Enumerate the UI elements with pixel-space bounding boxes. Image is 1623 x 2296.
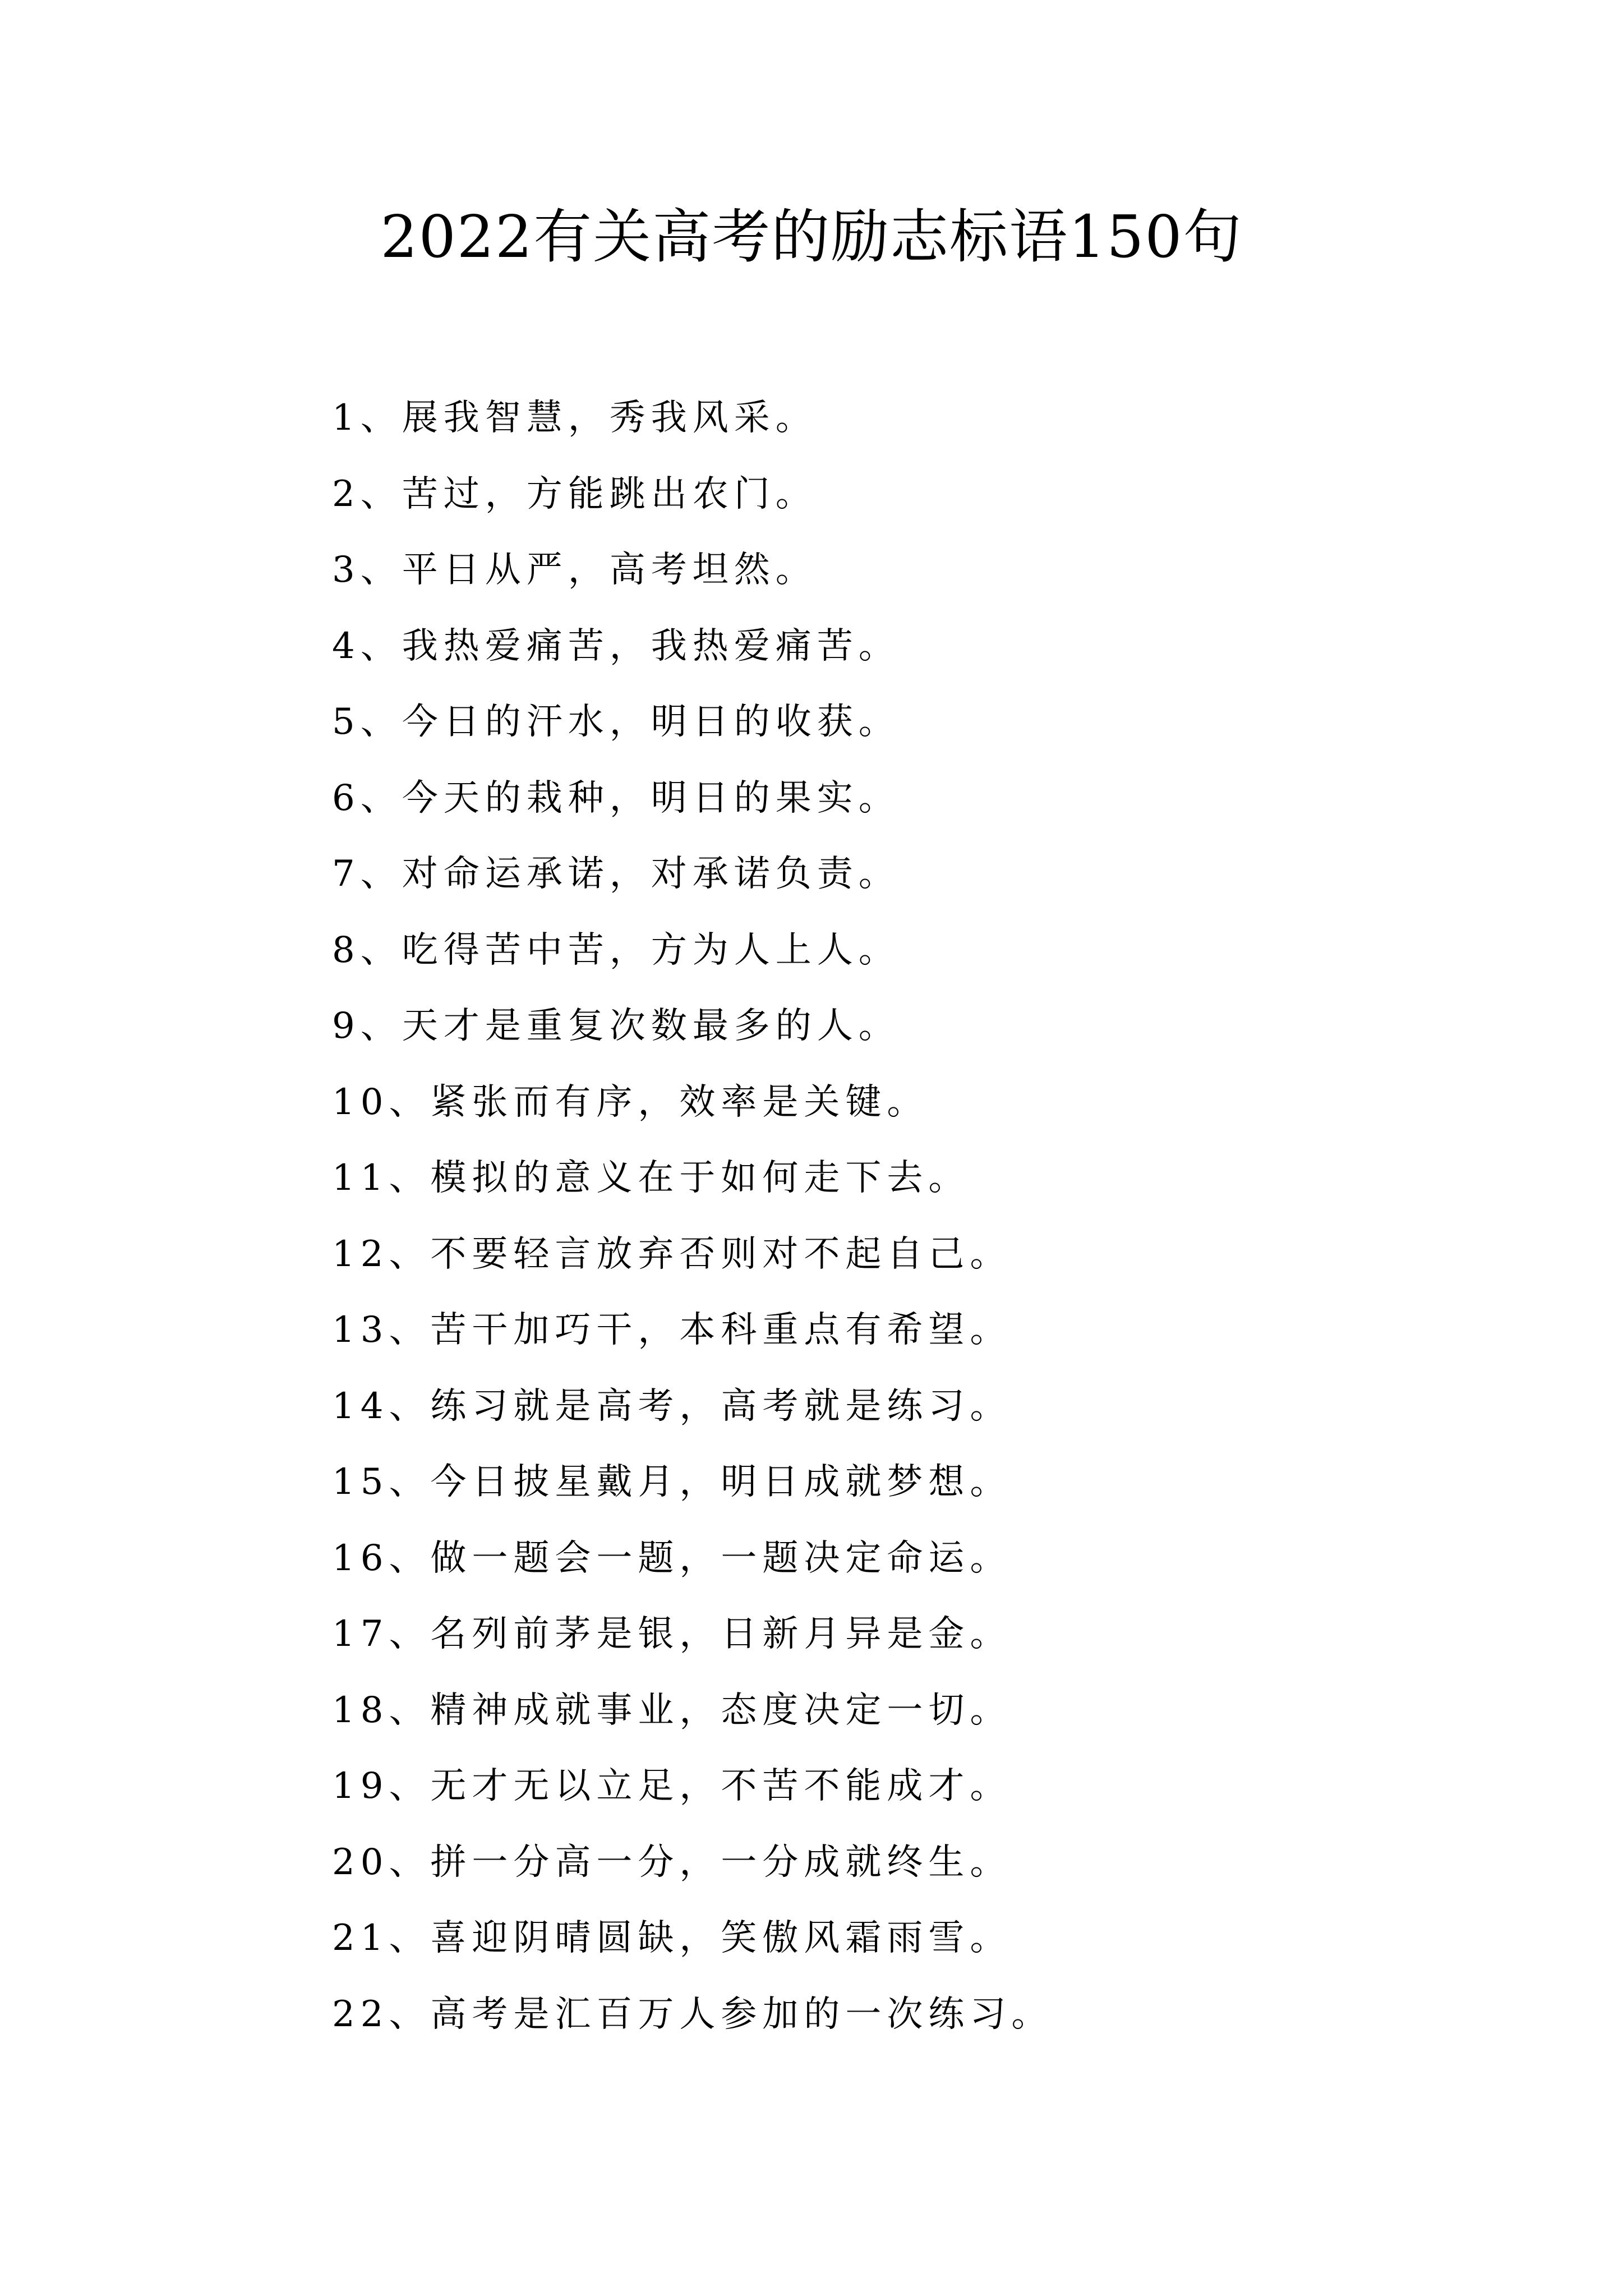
slogan-item: 18、精神成就事业，态度决定一切。 xyxy=(332,1689,1012,1731)
slogan-item: 14、练习就是高考，高考就是练习。 xyxy=(332,1385,1012,1427)
slogan-item: 21、喜迎阴晴圆缺，笑傲风霜雨雪。 xyxy=(332,1917,1012,1959)
slogan-item: 16、做一题会一题，一题决定命运。 xyxy=(332,1537,1012,1579)
slogan-item: 15、今日披星戴月，明日成就梦想。 xyxy=(332,1461,1012,1503)
slogan-item: 4、我热爱痛苦，我热爱痛苦。 xyxy=(332,625,900,667)
slogan-item: 13、苦干加巧干，本科重点有希望。 xyxy=(332,1309,1012,1351)
document-title: 2022有关高考的励志标语150句 xyxy=(380,203,1243,271)
slogan-item: 3、平日从严，高考坦然。 xyxy=(332,549,817,591)
slogan-item: 5、今日的汗水，明日的收获。 xyxy=(332,701,900,743)
slogan-item: 10、紧张而有序，效率是关键。 xyxy=(332,1081,929,1123)
slogan-item: 8、吃得苦中苦，方为人上人。 xyxy=(332,929,900,971)
slogan-item: 20、拼一分高一分，一分成就终生。 xyxy=(332,1841,1012,1883)
slogan-item: 22、高考是汇百万人参加的一次练习。 xyxy=(332,1993,1053,2035)
slogan-item: 11、模拟的意义在于如何走下去。 xyxy=(332,1157,970,1199)
slogan-item: 17、名列前茅是银，日新月异是金。 xyxy=(332,1613,1012,1655)
slogan-list xyxy=(332,380,1510,2053)
slogan-item: 9、天才是重复次数最多的人。 xyxy=(332,1005,900,1047)
slogan-item: 6、今天的栽种，明日的果实。 xyxy=(332,777,900,819)
slogan-item: 7、对命运承诺，对承诺负责。 xyxy=(332,853,900,895)
slogan-item: 12、不要轻言放弃否则对不起自己。 xyxy=(332,1233,1012,1275)
slogan-item: 19、无才无以立足，不苦不能成才。 xyxy=(332,1765,1012,1807)
slogan-item: 1、展我智慧，秀我风采。 xyxy=(332,397,817,439)
slogan-item: 2、苦过，方能跳出农门。 xyxy=(332,473,817,515)
